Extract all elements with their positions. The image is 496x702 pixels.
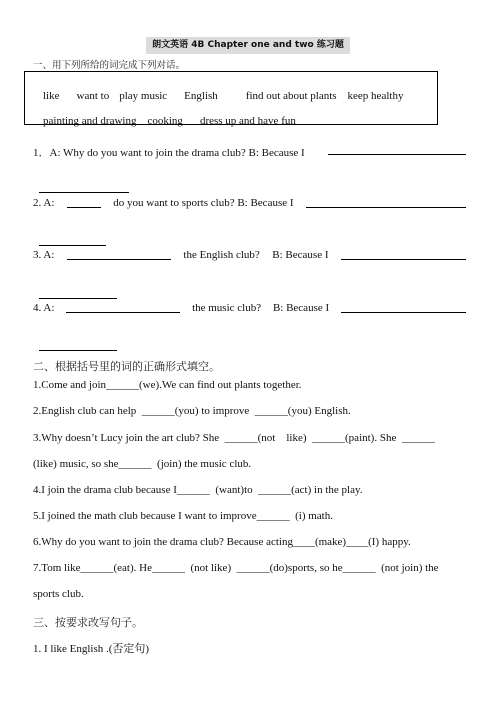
word-option: like — [43, 90, 60, 102]
question-1: 1．A: Why do you want to join the drama club? B: Because I — [33, 144, 466, 160]
fill-in-3-cont: (like) music, so she______ (join) the music club. — [33, 458, 252, 470]
answer-blank-continuation — [33, 328, 117, 354]
answer-blank[interactable] — [328, 144, 466, 155]
answer-blank[interactable] — [39, 340, 117, 351]
answer-blank[interactable] — [66, 302, 180, 313]
question-3: 3. A: the English club? B: Because I — [33, 249, 466, 261]
section2-heading: 二、根据括号里的词的正确形式填空。 — [33, 360, 220, 373]
section3-heading: 三、按要求改写句子。 — [33, 616, 143, 629]
answer-blank-continuation — [33, 223, 106, 249]
fill-in-1: 1.Come and join______(we).We can find out plants together. — [33, 379, 302, 391]
word-option: find out about plants — [245, 90, 337, 102]
fill-in-3: 3.Why doesn’t Lucy join the art club? She ______(not like) ______(paint). She ______ — [33, 432, 435, 444]
fill-in-5: 5.I joined the math club because I want to improve______ (i) math. — [33, 510, 333, 522]
answer-blank[interactable] — [67, 249, 171, 260]
fill-in-2: 2.English club can help ______(you) to improve ______(you) English. — [33, 405, 351, 417]
word-box — [24, 71, 438, 125]
answer-blank[interactable] — [39, 182, 129, 193]
fill-in-7-cont: sports club. — [33, 588, 84, 600]
answer-blank[interactable] — [341, 249, 466, 260]
word-option: painting and drawing — [43, 115, 137, 127]
fill-in-4: 4.I join the drama club because I______ (want)to ______(act) in the play. — [33, 484, 363, 496]
answer-blank-continuation — [33, 276, 117, 302]
fill-in-6: 6.Why do you want to join the drama club? Because acting____(make)____(I) happy. — [33, 536, 411, 548]
answer-blank[interactable] — [306, 197, 466, 208]
worksheet-title: 朗文英语 4B Chapter one and two 练习题 — [146, 37, 350, 54]
answer-blank[interactable] — [341, 302, 466, 313]
answer-blank[interactable] — [39, 235, 106, 246]
word-option: keep healthy — [347, 90, 404, 102]
word-option: cooking — [147, 115, 183, 127]
answer-blank[interactable] — [67, 197, 101, 208]
word-option: English — [184, 90, 218, 102]
question-2: 2. A: do you want to sports club? B: Because I — [33, 197, 466, 209]
word-option: dress up and have fun — [199, 115, 296, 127]
word-option: play music — [119, 90, 168, 102]
rewrite-1: 1. I like English .(否定句) — [33, 643, 150, 655]
answer-blank[interactable] — [39, 288, 117, 299]
word-box-row2 — [32, 103, 296, 139]
question-4: 4. A: the music club? B: Because I — [33, 302, 466, 314]
section1-heading: 一、用下列所给的词完成下列对话。 — [33, 60, 186, 71]
fill-in-7: 7.Tom like______(eat). He______ (not like) ______(do)sports, so he______ (not join) the — [33, 562, 439, 574]
word-option: want to — [76, 90, 110, 102]
answer-blank-continuation — [33, 170, 129, 196]
